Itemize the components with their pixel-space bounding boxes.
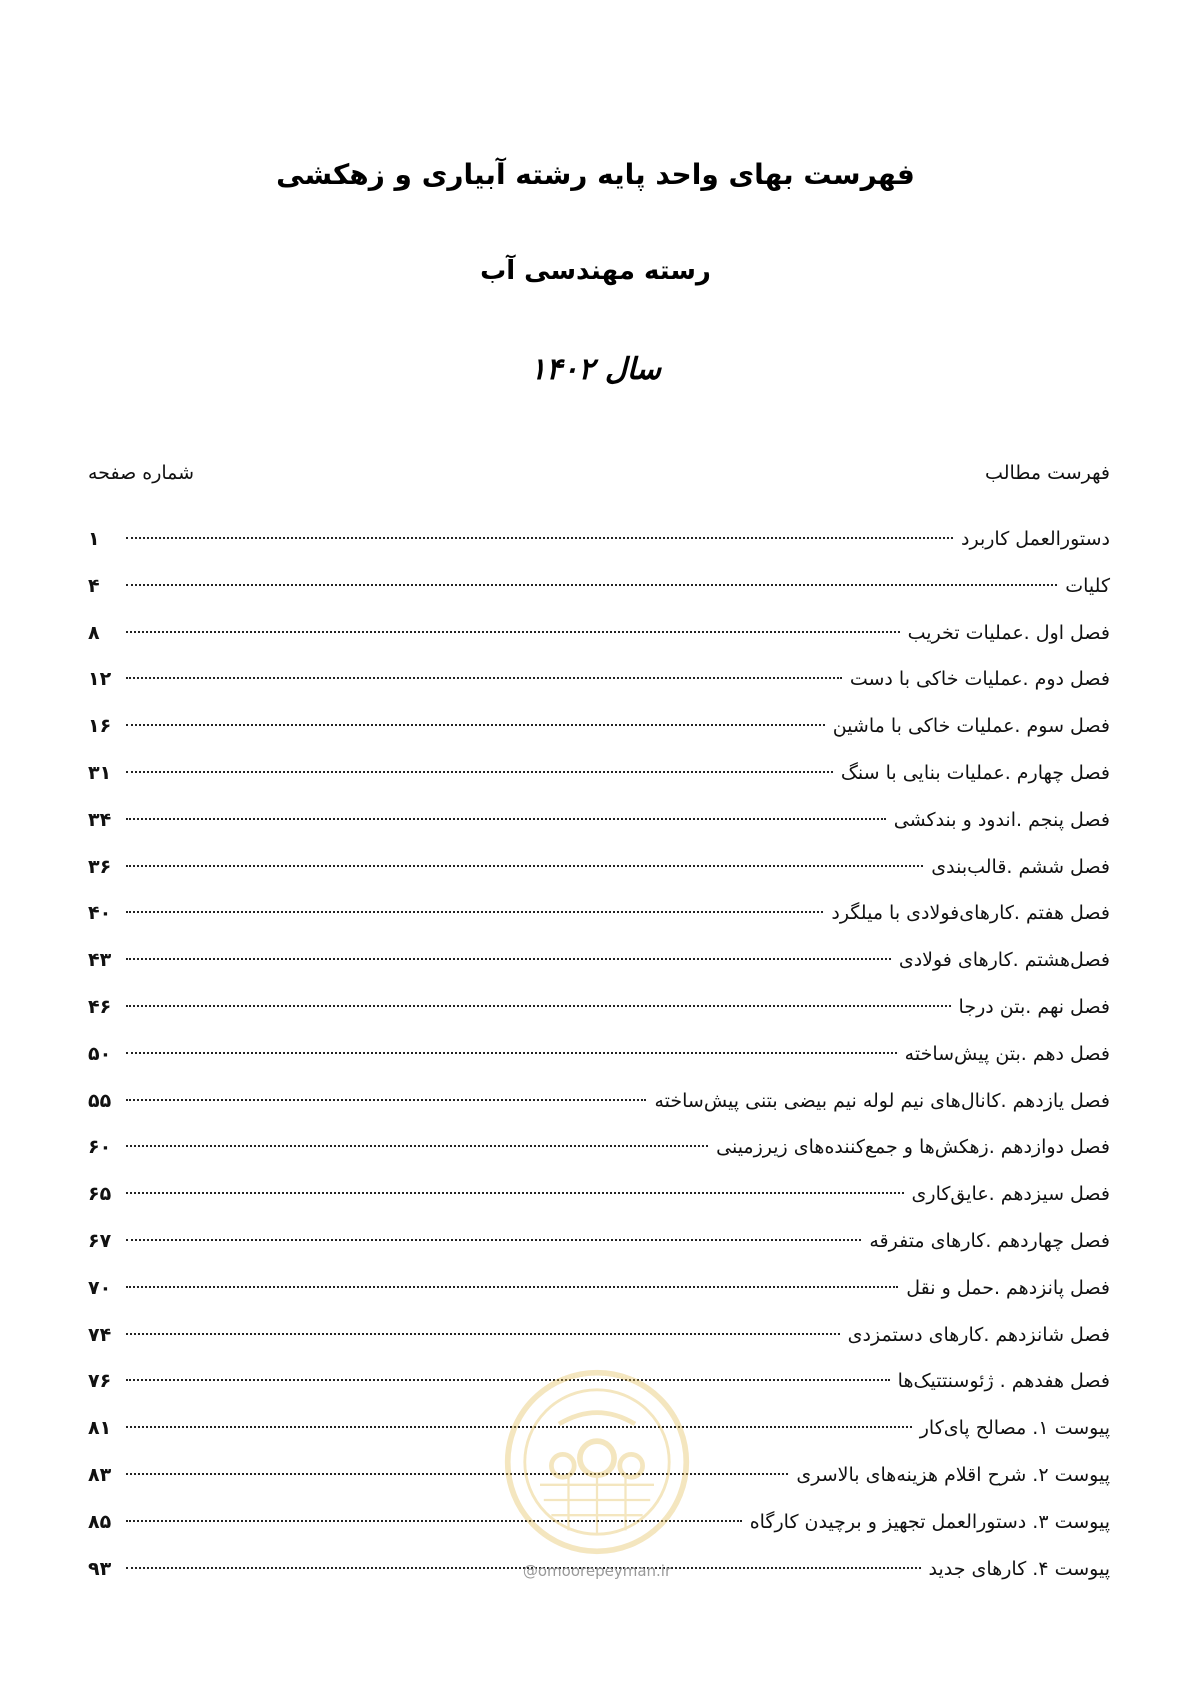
document-subtitle: رسته مهندسی آب xyxy=(480,256,711,286)
toc-entry-page: ۸ xyxy=(88,621,100,644)
toc-entry-page: ۵۵ xyxy=(88,1089,112,1112)
toc-entry xyxy=(88,1078,1110,1125)
toc-entry xyxy=(88,703,1110,750)
toc-entry-page: ۴۰ xyxy=(88,902,112,925)
toc-leader-dots xyxy=(126,771,833,773)
toc-entry-page: ۳۴ xyxy=(88,808,112,831)
toc-entry xyxy=(88,750,1110,797)
toc-entry-page: ۴۳ xyxy=(88,949,112,972)
toc-leader-dots xyxy=(126,1145,708,1147)
toc-entry xyxy=(88,1031,1110,1078)
watermark-caption: @omoorepeyman.ir xyxy=(522,1562,672,1580)
toc-leader-dots xyxy=(126,911,823,913)
toc-entry-page: ۷۴ xyxy=(88,1323,112,1346)
toc-entry-page: ۷۶ xyxy=(88,1370,112,1393)
toc-entry xyxy=(88,1265,1110,1312)
toc-leader-dots xyxy=(126,1052,897,1054)
toc-page-heading: شماره صفحه xyxy=(88,462,195,484)
toc-leader-dots xyxy=(126,818,886,820)
toc-entry-page: ۳۶ xyxy=(88,855,112,878)
toc-entry-label: فصل یازدهم .کانال‌های نیم لوله نیم بیضی بتنی پیش‌ساخته xyxy=(654,1089,1110,1112)
toc-entry xyxy=(88,1218,1110,1265)
toc-entry-label: پیوست ۱. مصالح پای‌کار xyxy=(919,1417,1110,1440)
toc-leader-dots xyxy=(126,631,900,633)
toc-leader-dots xyxy=(126,1286,898,1288)
toc-leader-dots xyxy=(126,1192,904,1194)
toc-entry-page: ۱ xyxy=(88,528,100,550)
toc-entry-label: فصل شانزدهم .کارهای دستمزدی xyxy=(847,1323,1110,1346)
toc-leader-dots xyxy=(126,537,953,539)
toc-entry-label: کلیات xyxy=(1065,574,1110,597)
toc-entry-page: ۱۲ xyxy=(88,668,112,691)
toc-leader-dots xyxy=(126,958,891,960)
toc-entry xyxy=(88,890,1110,937)
toc-leader-dots xyxy=(126,1239,861,1241)
toc-entry-page: ۸۱ xyxy=(88,1417,112,1440)
toc-entry-label: فصل دهم .بتن پیش‌ساخته xyxy=(904,1042,1110,1065)
toc-entry-page: ۵۰ xyxy=(88,1042,112,1065)
toc-entry-label: پیوست ۲. شرح اقلام هزینه‌های بالاسری xyxy=(796,1463,1110,1486)
toc-entry xyxy=(88,1312,1110,1359)
toc-entry-page: ۳۱ xyxy=(88,761,112,784)
toc-entry xyxy=(88,563,1110,610)
toc-entry xyxy=(88,984,1110,1031)
toc-leader-dots xyxy=(126,677,842,679)
toc-leader-dots xyxy=(126,1333,840,1335)
toc-entry-label: فصل ششم .قالب‌بندی xyxy=(931,855,1110,878)
toc-entry-label: فصل دوم .عملیات خاکی با دست xyxy=(849,668,1110,691)
toc-entry-page: ۴۶ xyxy=(88,995,112,1018)
toc-entry-label: فصل‌هشتم .کارهای فولادی xyxy=(898,949,1110,972)
toc-entry-label: فصل سوم .عملیات خاکی با ماشین xyxy=(832,715,1110,738)
toc-entry-page: ۱۶ xyxy=(88,715,112,738)
toc-entry-label: دستورالعمل کاربرد xyxy=(961,528,1110,550)
toc-entry-label: فصل هفدهم . ژئوسنتتیک‌ها xyxy=(897,1370,1110,1393)
toc-entry-label: فصل پانزدهم .حمل و نقل xyxy=(906,1276,1110,1299)
toc-leader-dots xyxy=(126,584,1057,586)
toc-entry-page: ۸۳ xyxy=(88,1463,112,1486)
toc-entry-page: ۸۵ xyxy=(88,1510,112,1533)
toc-entry-label: فصل اول .عملیات تخریب xyxy=(907,621,1110,644)
document-year: سال ۱۴۰۲ xyxy=(530,352,661,387)
toc-entry xyxy=(88,937,1110,984)
toc-entry-page: ۶۷ xyxy=(88,1229,112,1252)
toc-entry xyxy=(88,797,1110,844)
toc-entry-page: ۹۳ xyxy=(88,1557,112,1580)
toc-entry-label: فصل نهم .بتن درجا xyxy=(958,995,1110,1018)
toc-entry-page: ۶۰ xyxy=(88,1136,112,1159)
toc-entry-page: ۴ xyxy=(88,574,100,597)
toc-entry-label: فصل چهارم .عملیات بنایی با سنگ xyxy=(840,761,1110,784)
toc-entry-label: پیوست ۴. کارهای جدید xyxy=(928,1557,1110,1580)
toc-header xyxy=(88,458,1110,488)
toc-entry-label: فصل دوازدهم .زهکش‌ها و جمع‌کننده‌های زیرزمینی xyxy=(716,1136,1110,1159)
toc-entry-label: فصل چهاردهم .کارهای متفرقه xyxy=(869,1229,1110,1252)
toc-entry-page: ۶۵ xyxy=(88,1183,112,1206)
toc-entry-label: پیوست ۳. دستورالعمل تجهیز و برچیدن کارگاه xyxy=(749,1510,1110,1533)
toc-entry xyxy=(88,656,1110,703)
toc-entry-label: فصل پنجم .اندود و بندکشی xyxy=(893,808,1110,831)
document-title: فهرست بهای واحد پایه رشته آبیاری و زهکشی xyxy=(276,158,915,191)
toc-leader-dots xyxy=(126,724,825,726)
toc-leader-dots xyxy=(126,1099,646,1101)
toc-entry xyxy=(88,1124,1110,1171)
toc-entry xyxy=(88,610,1110,657)
seal-logo-icon xyxy=(502,1367,692,1557)
toc-entry xyxy=(88,516,1110,563)
toc-entry-label: فصل هفتم .کارهای‌فولادی با میلگرد xyxy=(831,902,1110,925)
toc-heading: فهرست مطالب xyxy=(985,462,1110,484)
toc-leader-dots xyxy=(126,865,923,867)
toc-entry-label: فصل سیزدهم .عایق‌کاری xyxy=(911,1183,1110,1206)
toc-leader-dots xyxy=(126,1005,951,1007)
toc-entry xyxy=(88,844,1110,891)
toc-entry xyxy=(88,1171,1110,1218)
toc-entry-page: ۷۰ xyxy=(88,1276,112,1299)
